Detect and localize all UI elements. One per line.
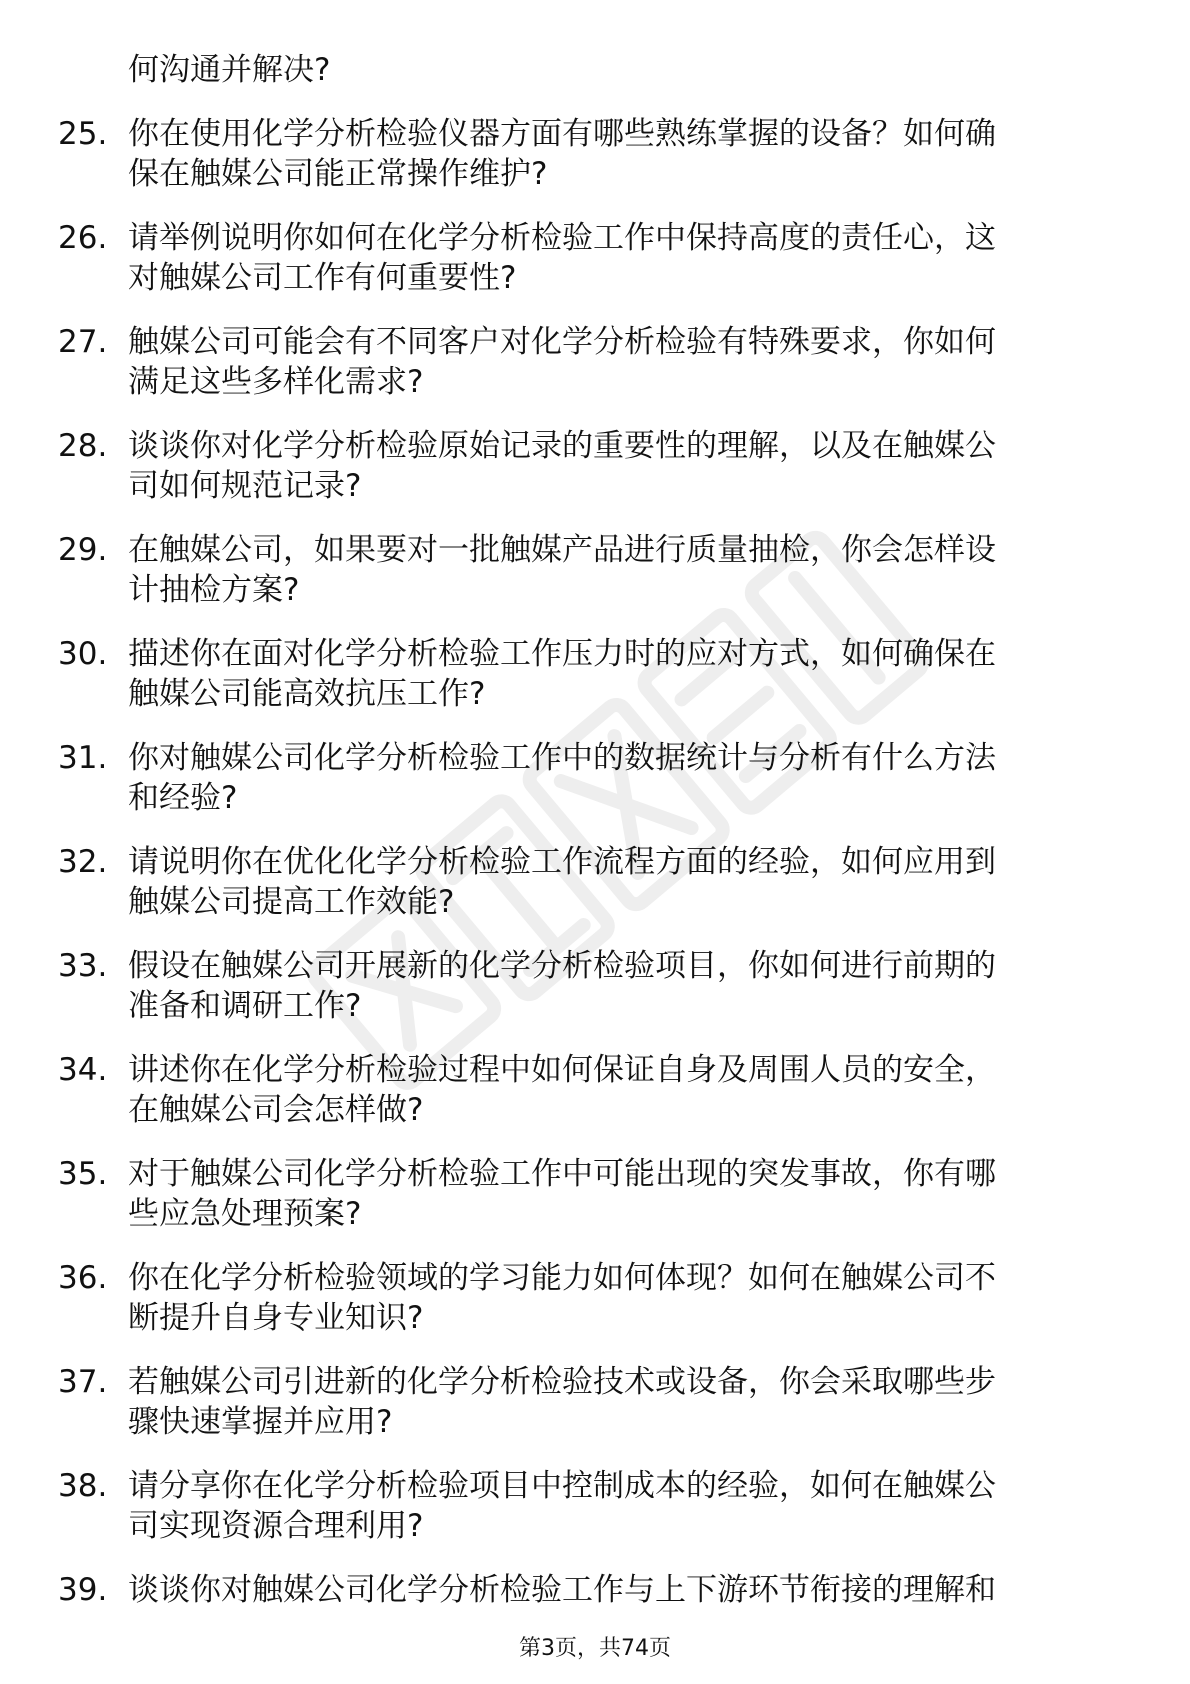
question-text	[128, 530, 1118, 610]
question-text-line: 触媒公司能高效抗压工作?	[128, 676, 486, 712]
question-number: 27.	[58, 324, 108, 360]
question-item	[0, 322, 1118, 402]
question-item	[0, 842, 1118, 922]
question-text-line: 触媒公司提高工作效能?	[128, 884, 455, 920]
question-text-line: 请说明你在优化化学分析检验工作流程方面的经验，如何应用到	[128, 844, 996, 880]
question-number: 28.	[58, 428, 108, 464]
question-text-line: 对触媒公司工作有何重要性?	[128, 260, 517, 296]
question-text-line: 你在化学分析检验领域的学习能力如何体现？如何在触媒公司不	[128, 1260, 996, 1296]
question-text-line: 司如何规范记录?	[128, 468, 362, 504]
question-text-line: 描述你在面对化学分析检验工作压力时的应对方式，如何确保在	[128, 636, 996, 672]
question-item	[0, 1050, 1118, 1130]
question-text	[128, 1050, 1118, 1130]
question-text-line: 谈谈你对化学分析检验原始记录的重要性的理解，以及在触媒公	[128, 428, 996, 464]
question-text-line: 谈谈你对触媒公司化学分析检验工作与上下游环节衔接的理解和	[128, 1572, 996, 1608]
question-text	[128, 218, 1118, 298]
question-number: 38.	[58, 1468, 108, 1504]
question-number: 36.	[58, 1260, 108, 1296]
question-text-line: 请分享你在化学分析检验项目中控制成本的经验，如何在触媒公	[128, 1468, 996, 1504]
question-text	[128, 738, 1118, 818]
question-number: 25.	[58, 116, 108, 152]
document-body	[0, 50, 1190, 1610]
question-text-line: 保在触媒公司能正常操作维护?	[128, 156, 548, 192]
question-item	[0, 1154, 1118, 1234]
question-text-line: 你在使用化学分析检验仪器方面有哪些熟练掌握的设备？如何确	[128, 116, 996, 152]
question-number: 34.	[58, 1052, 108, 1088]
question-text	[128, 322, 1118, 402]
question-item	[0, 426, 1118, 506]
question-item	[0, 738, 1118, 818]
question-text-line: 断提升自身专业知识?	[128, 1300, 424, 1336]
question-text	[128, 1362, 1118, 1442]
question-text-line: 和经验?	[128, 780, 238, 816]
question-text	[128, 634, 1118, 714]
question-item	[0, 114, 1118, 194]
question-text-line: 在触媒公司，如果要对一批触媒产品进行质量抽检，你会怎样设	[128, 532, 996, 568]
question-number: 30.	[58, 636, 108, 672]
question-text-line: 讲述你在化学分析检验过程中如何保证自身及周围人员的安全，	[128, 1052, 996, 1088]
question-item	[0, 634, 1118, 714]
question-text	[128, 1154, 1118, 1234]
question-text-line: 计抽检方案?	[128, 572, 300, 608]
question-text-line: 触媒公司可能会有不同客户对化学分析检验有特殊要求，你如何	[128, 324, 996, 360]
question-item	[0, 1466, 1118, 1546]
question-text-line: 请举例说明你如何在化学分析检验工作中保持高度的责任心，这	[128, 220, 996, 256]
question-text-line: 对于触媒公司化学分析检验工作中可能出现的突发事故，你有哪	[128, 1156, 996, 1192]
question-text	[128, 1466, 1118, 1546]
question-text	[128, 426, 1118, 506]
question-number: 31.	[58, 740, 108, 776]
question-item	[0, 218, 1118, 298]
question-number: 33.	[58, 948, 108, 984]
question-text-line: 些应急处理预案?	[128, 1196, 362, 1232]
page-number-footer: 第3页，共74页	[519, 1636, 671, 1661]
question-text	[128, 114, 1118, 194]
question-text-line: 准备和调研工作?	[128, 988, 362, 1024]
question-item	[0, 946, 1118, 1026]
question-text-line: 司实现资源合理利用?	[128, 1508, 424, 1544]
question-text	[128, 1570, 1118, 1610]
question-text-line: 在触媒公司会怎样做?	[128, 1092, 424, 1128]
question-item	[0, 1258, 1118, 1338]
question-number: 39.	[58, 1572, 108, 1608]
continuation-text: 何沟通并解决?	[128, 52, 331, 88]
question-item	[0, 1362, 1118, 1442]
question-item	[0, 1570, 1118, 1610]
question-text-line: 假设在触媒公司开展新的化学分析检验项目，你如何进行前期的	[128, 948, 996, 984]
question-text	[128, 946, 1118, 1026]
question-text-line: 骤快速掌握并应用?	[128, 1404, 393, 1440]
question-text	[128, 842, 1118, 922]
question-number: 35.	[58, 1156, 108, 1192]
question-item	[0, 530, 1118, 610]
question-number: 29.	[58, 532, 108, 568]
question-number: 26.	[58, 220, 108, 256]
question-number: 32.	[58, 844, 108, 880]
question-number: 37.	[58, 1364, 108, 1400]
question-text	[128, 1258, 1118, 1338]
question-list	[0, 114, 1190, 1610]
question-text-line: 若触媒公司引进新的化学分析检验技术或设备，你会采取哪些步	[128, 1364, 996, 1400]
question-text-line: 满足这些多样化需求?	[128, 364, 424, 400]
question-text-line: 你对触媒公司化学分析检验工作中的数据统计与分析有什么方法	[128, 740, 996, 776]
